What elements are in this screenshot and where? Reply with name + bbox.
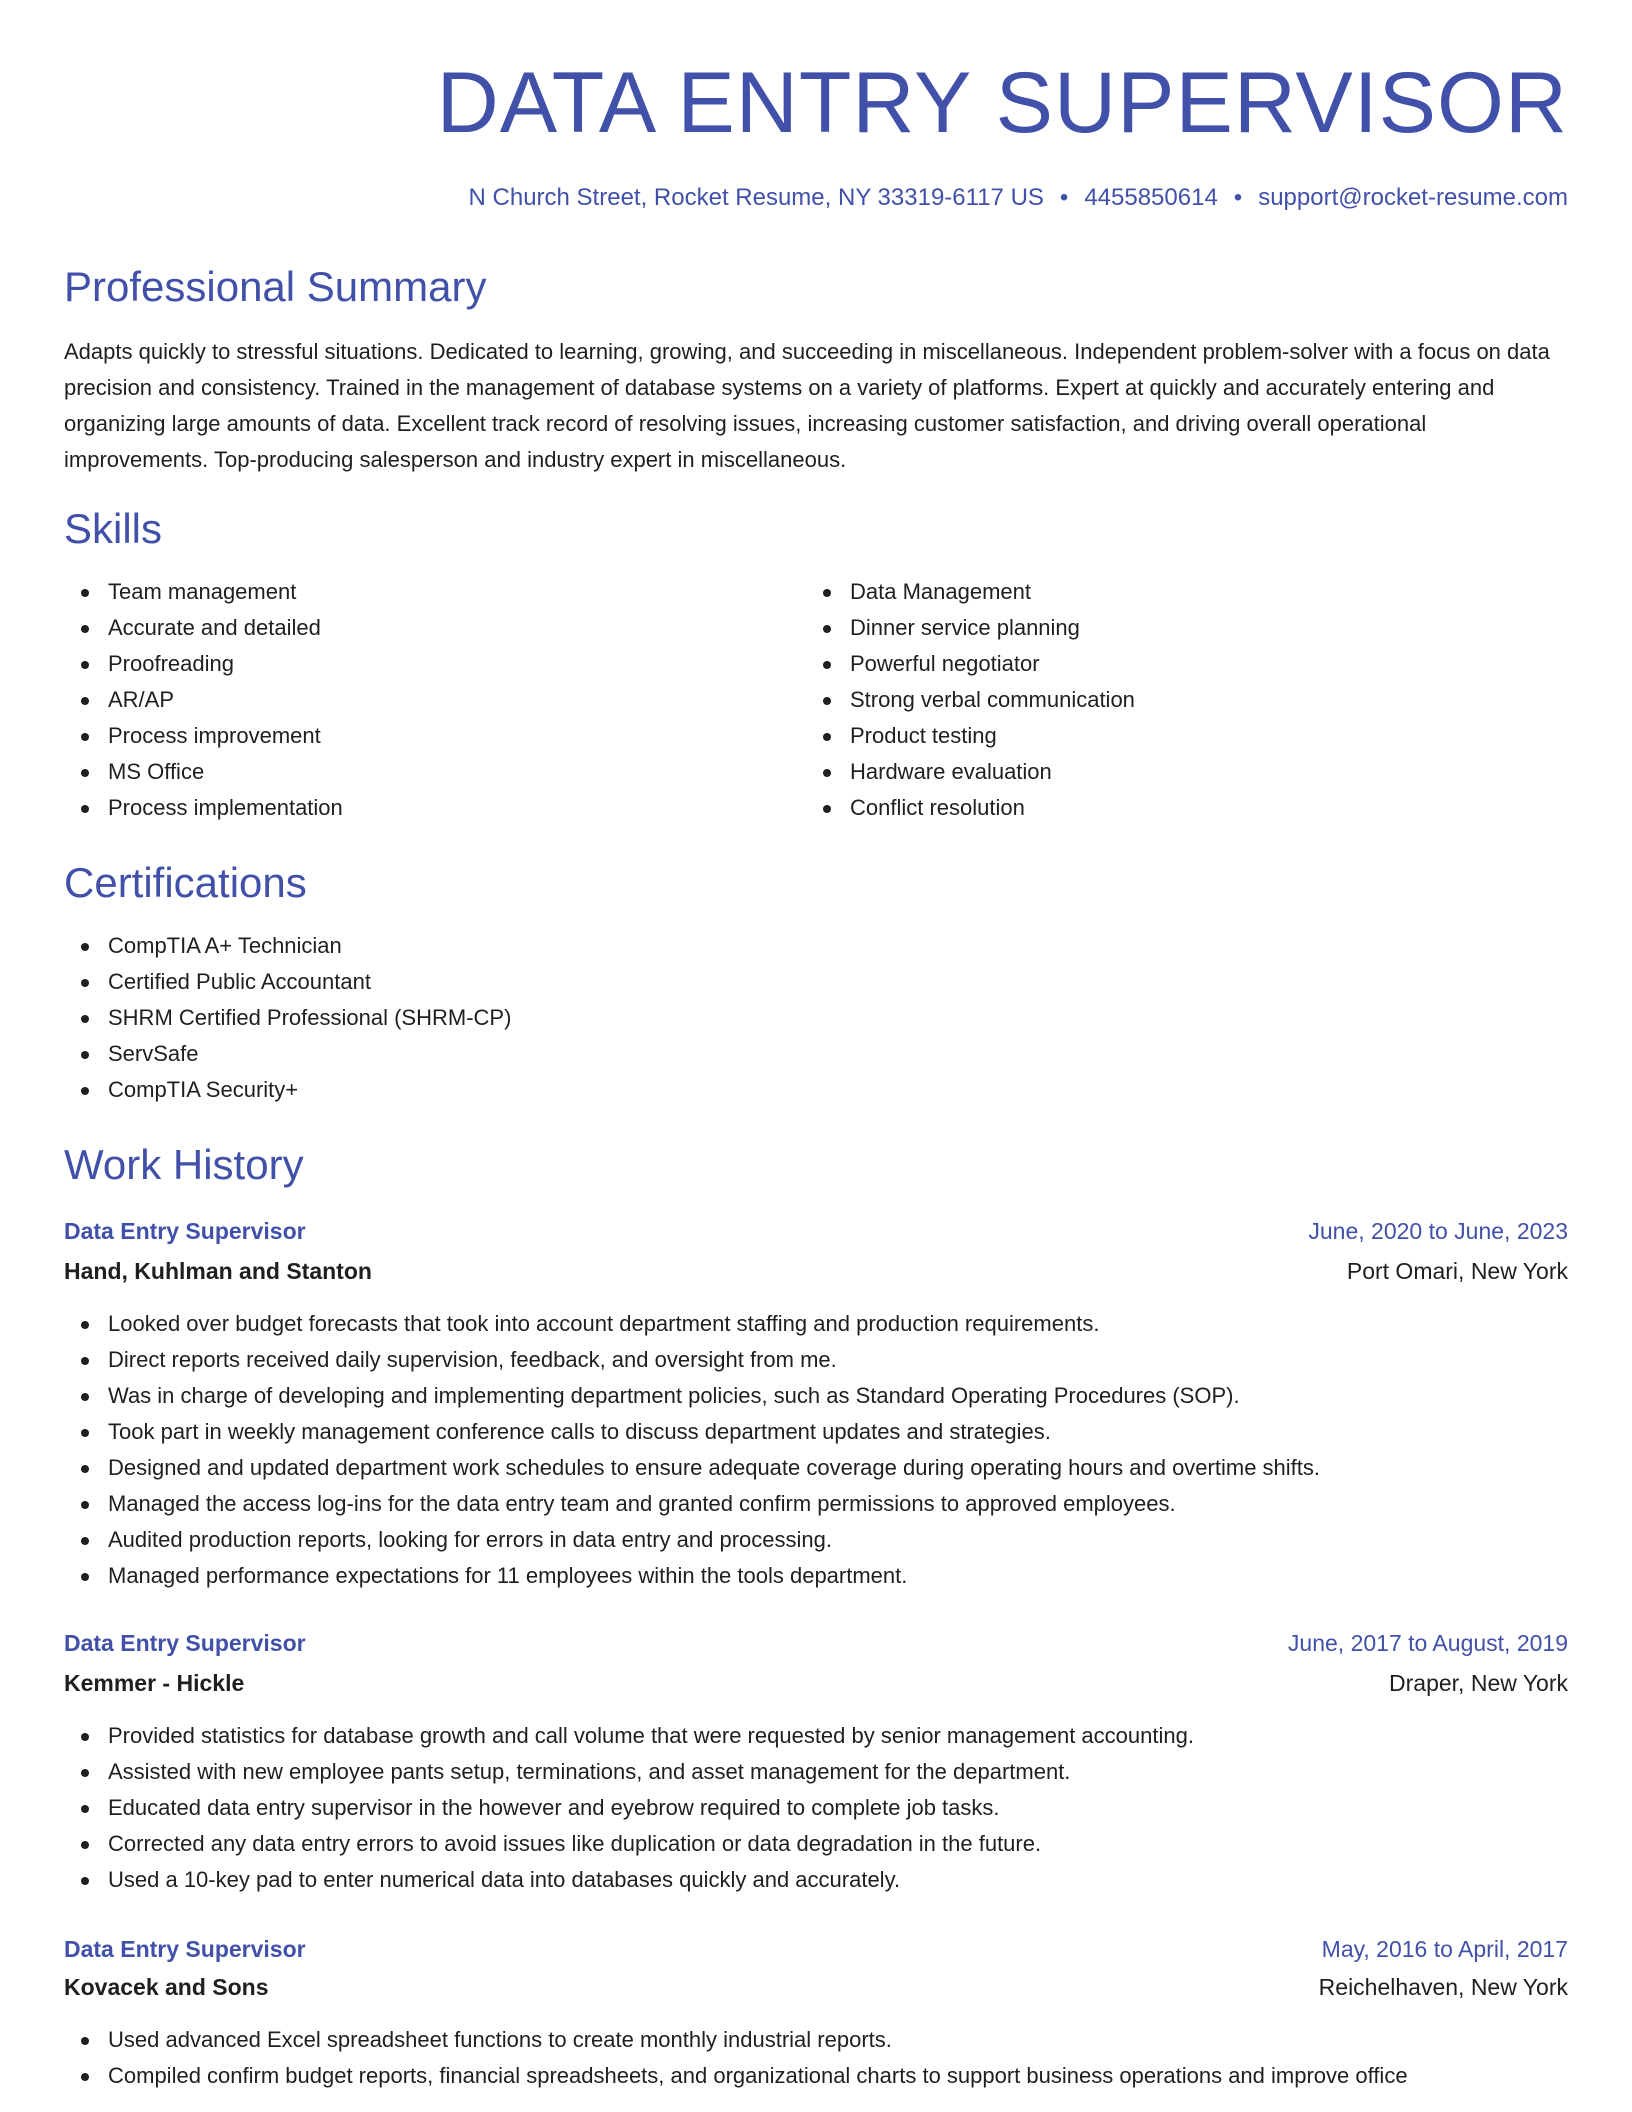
certification-item: Certified Public Accountant bbox=[64, 964, 511, 1000]
job-title: Data Entry Supervisor bbox=[64, 1630, 306, 1656]
job-duty: Audited production reports, looking for errors in data entry and processing. bbox=[64, 1522, 1320, 1558]
job-duty: Educated data entry supervisor in the however and eyebrow required to complete job tasks. bbox=[64, 1790, 1194, 1826]
job-dates: May, 2016 to April, 2017 bbox=[1321, 1936, 1568, 1962]
job-duty: Used a 10-key pad to enter numerical data into databases quickly and accurately. bbox=[64, 1862, 1194, 1898]
skill-item: MS Office bbox=[64, 754, 343, 790]
skill-item: Proofreading bbox=[64, 646, 343, 682]
skill-item: Powerful negotiator bbox=[806, 646, 1135, 682]
skill-item: Process implementation bbox=[64, 790, 343, 826]
skill-item: Accurate and detailed bbox=[64, 610, 343, 646]
contact-phone[interactable]: 4455850614 bbox=[1084, 184, 1218, 211]
job-duty: Managed performance expectations for 11 employees within the tools department. bbox=[64, 1558, 1320, 1594]
job-location: Draper, New York bbox=[1389, 1670, 1568, 1696]
job-duties-list bbox=[64, 1306, 1320, 1594]
job-duty: Assisted with new employee pants setup, terminations, and asset management for the department. bbox=[64, 1754, 1194, 1790]
job-location: Port Omari, New York bbox=[1346, 1258, 1568, 1284]
job-duty: Direct reports received daily supervision, feedback, and oversight from me. bbox=[64, 1342, 1320, 1378]
contact-separator: • bbox=[1233, 184, 1243, 211]
job-company: Kemmer - Hickle bbox=[64, 1670, 245, 1696]
job-duty: Provided statistics for database growth and call volume that were requested by senior management accounting. bbox=[64, 1718, 1194, 1754]
section-heading-skills: Skills bbox=[64, 505, 163, 552]
certification-item: SHRM Certified Professional (SHRM-CP) bbox=[64, 1000, 511, 1036]
section-heading-certifications: Certifications bbox=[64, 859, 307, 906]
job-title: Data Entry Supervisor bbox=[64, 1218, 306, 1244]
job-duties-list bbox=[64, 2022, 1408, 2094]
skill-item: Strong verbal communication bbox=[806, 682, 1135, 718]
skills-list-left bbox=[64, 574, 343, 826]
certification-item: CompTIA A+ Technician bbox=[64, 928, 511, 964]
certification-item: CompTIA Security+ bbox=[64, 1072, 511, 1108]
skill-item: Dinner service planning bbox=[806, 610, 1135, 646]
skill-item: Conflict resolution bbox=[806, 790, 1135, 826]
resume-page bbox=[64, 0, 1568, 2112]
job-duties-list bbox=[64, 1718, 1194, 1898]
certification-item: ServSafe bbox=[64, 1036, 511, 1072]
contact-email[interactable]: support@rocket-resume.com bbox=[1258, 184, 1568, 211]
job-duty: Was in charge of developing and implementing department policies, such as Standard Operating Procedures (SOP). bbox=[64, 1378, 1320, 1414]
job-duty: Compiled confirm budget reports, financial spreadsheets, and organizational charts to support business operations and improve office bbox=[64, 2058, 1408, 2094]
skill-item: Data Management bbox=[806, 574, 1135, 610]
skills-list-right bbox=[806, 574, 1135, 826]
job-duty: Corrected any data entry errors to avoid issues like duplication or data degradation in the future. bbox=[64, 1826, 1194, 1862]
summary-text: Adapts quickly to stressful situations. Dedicated to learning, growing, and succeeding in miscellaneous. Independent problem-solver with a focus on data precision and consistency. Trained in the management of database systems on a variety of platforms. Expert at quickly and accurately entering and organizing large amounts of data. Excellent track record of resolving issues, increasing customer satisfaction, and driving overall operational improvements. Top-producing salesperson and industry expert in miscellaneous. bbox=[64, 339, 1550, 472]
job-dates: June, 2017 to August, 2019 bbox=[1287, 1630, 1568, 1656]
section-heading-summary: Professional Summary bbox=[64, 263, 487, 310]
job-title: Data Entry Supervisor bbox=[64, 1936, 306, 1962]
job-duty: Looked over budget forecasts that took into account department staffing and production requirements. bbox=[64, 1306, 1320, 1342]
resume-title: DATA ENTRY SUPERVISOR bbox=[436, 55, 1568, 151]
skill-item: Process improvement bbox=[64, 718, 343, 754]
job-duty: Took part in weekly management conference calls to discuss department updates and strategies. bbox=[64, 1414, 1320, 1450]
job-company: Hand, Kuhlman and Stanton bbox=[64, 1258, 372, 1284]
contact-line bbox=[469, 183, 1568, 213]
skill-item: AR/AP bbox=[64, 682, 343, 718]
skill-item: Hardware evaluation bbox=[806, 754, 1135, 790]
section-heading-work-history: Work History bbox=[64, 1141, 304, 1188]
job-dates: June, 2020 to June, 2023 bbox=[1308, 1218, 1568, 1244]
job-duty: Used advanced Excel spreadsheet functions to create monthly industrial reports. bbox=[64, 2022, 1408, 2058]
job-duty: Designed and updated department work schedules to ensure adequate coverage during operating hours and overtime shifts. bbox=[64, 1450, 1320, 1486]
contact-separator: • bbox=[1059, 184, 1069, 211]
skill-item: Product testing bbox=[806, 718, 1135, 754]
certifications-list bbox=[64, 928, 511, 1108]
skill-item: Team management bbox=[64, 574, 343, 610]
contact-address: N Church Street, Rocket Resume, NY 33319-6117 US bbox=[468, 184, 1044, 211]
job-duty: Managed the access log-ins for the data entry team and granted confirm permissions to approved employees. bbox=[64, 1486, 1320, 1522]
job-location: Reichelhaven, New York bbox=[1318, 1974, 1568, 2000]
job-company: Kovacek and Sons bbox=[64, 1974, 269, 2000]
